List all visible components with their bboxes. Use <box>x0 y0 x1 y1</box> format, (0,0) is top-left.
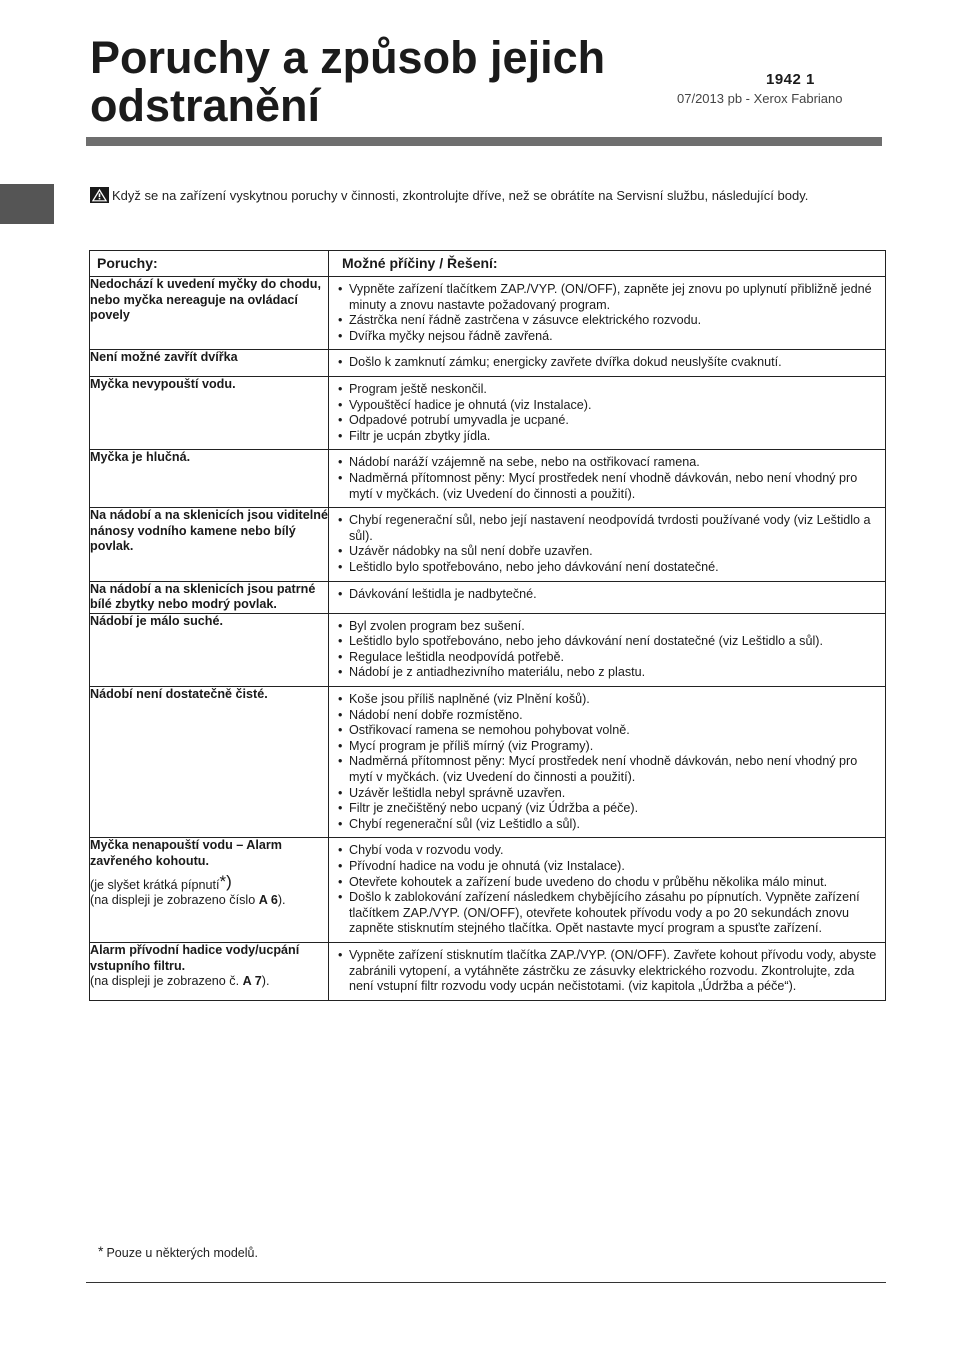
causes-list <box>329 943 885 1000</box>
cause-item: • Otevřete kohoutek a zařízení bude uvedeno do chodu v průběhu několika málo minut. <box>335 875 879 891</box>
fault-label: Nádobí není dostatečně čisté. <box>90 687 268 702</box>
causes-cell <box>329 838 886 943</box>
cause-item: • Došlo k zablokování zařízení následkem chybějícího zásahu po pípnutích. Vypněte zařízení tlačítkem ZAP./VYP. (ON/OFF), otevřete kohoutek přívodu vody a po 20 sekundách znovu zapněte stisknutím stejného tlačítka. Opět nastavte mycí program a spusťte zařízení. <box>335 890 879 937</box>
page-title <box>90 34 605 130</box>
cause-item: • Byl zvolen program bez sušení. <box>335 619 879 635</box>
causes-cell <box>329 942 886 1000</box>
causes-cell <box>329 508 886 581</box>
table-row <box>90 376 886 449</box>
fault-note-text: (je slyšet krátká pípnutí <box>90 877 220 892</box>
fault-cell <box>90 277 329 350</box>
cause-item: • Program ještě neskončil. <box>335 382 879 398</box>
column-header-faults: Poruchy: <box>90 251 329 277</box>
causes-cell <box>329 376 886 449</box>
cause-item: • Uzávěr leštidla nebyl správně uzavřen. <box>335 786 879 802</box>
causes-list <box>329 687 885 837</box>
intro-text: Když se na zařízení vyskytnou poruchy v činnosti, zkontrolujte dříve, než se obrátíte na Servisní službu, následující body. <box>112 188 809 203</box>
causes-cell <box>329 350 886 377</box>
cause-item: • Regulace leštidla neodpovídá potřebě. <box>335 650 879 666</box>
causes-cell <box>329 581 886 613</box>
table-row <box>90 581 886 613</box>
fault-label: Myčka nenapouští vodu – Alarm zavřeného kohoutu. <box>90 838 282 868</box>
footnote-star: * <box>98 1243 104 1259</box>
fault-cell <box>90 350 329 377</box>
cause-item: • Nádobí není dobře rozmístěno. <box>335 708 879 724</box>
fault-cell <box>90 508 329 581</box>
fault-cell <box>90 613 329 686</box>
cause-item: • Odpadové potrubí umyvadla je ucpané. <box>335 413 879 429</box>
page-title-line2: odstranění <box>90 80 321 131</box>
fault-cell <box>90 838 329 943</box>
table-row <box>90 613 886 686</box>
alarm-code: A 6 <box>258 893 278 908</box>
causes-cell <box>329 277 886 350</box>
display-note-close: ). <box>277 893 286 908</box>
table-row <box>90 838 886 943</box>
footnote <box>98 1243 258 1260</box>
fault-label: Není možné zavřít dvířka <box>90 350 238 365</box>
fault-note-beep <box>90 871 328 894</box>
column-header-causes: Možné příčiny / Řešení: <box>329 251 886 277</box>
cause-item: • Nadměrná přítomnost pěny: Mycí prostředek není vhodně dávkován, nebo není vhodný pro mytí v myčkách. (viz Uvedení do činnosti a použití). <box>335 471 879 502</box>
fault-label: Myčka nevypouští vodu. <box>90 376 236 391</box>
fault-cell <box>90 687 329 838</box>
cause-item: • Nádobí naráží vzájemně na sebe, nebo na ostřikovací ramena. <box>335 455 879 471</box>
fault-label: Myčka je hlučná. <box>90 450 191 465</box>
cause-item: • Chybí voda v rozvodu vody. <box>335 843 879 859</box>
cause-item: • Leštidlo bylo spotřebováno, nebo jeho dávkování není dostatečné (viz Leštidlo a sůl). <box>335 634 879 650</box>
table-row <box>90 277 886 350</box>
causes-list <box>329 582 885 608</box>
fault-note-display-code <box>90 893 328 909</box>
causes-cell <box>329 687 886 838</box>
table-row <box>90 350 886 377</box>
fault-cell <box>90 581 329 613</box>
alarm-code: A 7 <box>242 974 262 989</box>
page-title-line1: Poruchy a způsob jejich <box>90 32 606 83</box>
table-header-row <box>90 251 886 277</box>
footnote-text: Pouze u některých modelů. <box>106 1246 258 1260</box>
causes-cell <box>329 613 886 686</box>
fault-label: Nedochází k uvedení myčky do chodu, nebo myčka nereaguje na ovládací povely <box>90 277 321 323</box>
display-note-text: (na displeji je zobrazeno č. <box>90 974 243 989</box>
document-meta: 07/2013 pb - Xerox Fabriano <box>677 91 843 106</box>
document-code: 1942 1 <box>766 71 815 88</box>
header-rule <box>86 137 882 146</box>
table-row <box>90 942 886 1000</box>
cause-item: • Mycí program je příliš mírný (viz Programy). <box>335 739 879 755</box>
cause-item: • Dávkování leštidla je nadbytečné. <box>335 587 879 603</box>
cause-item: • Vypouštěcí hadice je ohnutá (viz Instalace). <box>335 398 879 414</box>
table-row <box>90 687 886 838</box>
display-note-text: (na displeji je zobrazeno číslo <box>90 893 259 908</box>
cause-item: • Koše jsou příliš naplněné (viz Plnění košů). <box>335 692 879 708</box>
causes-list <box>329 350 885 376</box>
fault-cell <box>90 376 329 449</box>
cause-item: • Vypněte zařízení stisknutím tlačítka ZAP./VYP. (ON/OFF). Zavřete kohout přívodu vody, abyste zabránili vytopení, a vytáhněte zástrčku ze zásuvky elektrického rozvodu. Zkontrolujte, zda není vstupní filtr rozvodu vody ucpán nečistotami. (viz kapitola „Údržba a péče“). <box>335 948 879 995</box>
fault-label: Nádobí je málo suché. <box>90 613 223 628</box>
cause-item: • Filtr je ucpán zbytky jídla. <box>335 429 879 445</box>
cause-item: • Dvířka myčky nejsou řádně zavřená. <box>335 329 879 345</box>
causes-list <box>329 377 885 449</box>
fault-note-display-code <box>90 974 328 990</box>
fault-label: Alarm přívodní hadice vody/ucpání vstupního filtru. <box>90 942 300 973</box>
cause-item: • Ostřikovací ramena se nemohou pohybovat volně. <box>335 723 879 739</box>
causes-list <box>329 838 885 942</box>
side-language-tab <box>0 184 54 224</box>
display-note-close: ). <box>261 974 270 989</box>
table-row <box>90 450 886 508</box>
table-row <box>90 508 886 581</box>
footer-rule <box>86 1282 886 1283</box>
causes-list <box>329 450 885 507</box>
causes-list <box>329 508 885 580</box>
footnote-marker: *) <box>219 871 232 891</box>
cause-item: • Leštidlo bylo spotřebováno, nebo jeho dávkování není dostatečné. <box>335 560 879 576</box>
fault-label: Na nádobí a na sklenicích jsou viditelné nánosy vodního kamene nebo bílý povlak. <box>90 508 328 554</box>
cause-item: • Přívodní hadice na vodu je ohnutá (viz Instalace). <box>335 859 879 875</box>
cause-item: • Nádobí je z antiadhezivního materiálu, nebo z plastu. <box>335 665 879 681</box>
troubleshooting-table <box>89 250 886 1001</box>
fault-cell <box>90 450 329 508</box>
cause-item: • Filtr je znečištěný nebo ucpaný (viz Údržba a péče). <box>335 801 879 817</box>
warning-triangle-icon <box>90 187 109 208</box>
intro-paragraph <box>90 187 860 208</box>
cause-item: • Vypněte zařízení tlačítkem ZAP./VYP. (ON/OFF), zapněte jej znovu po uplynutí přibližně jedné minuty a znovu nastavte požadovaný program. <box>335 282 879 313</box>
cause-item: • Chybí regenerační sůl (viz Leštidlo a sůl). <box>335 817 879 833</box>
fault-label: Na nádobí a na sklenicích jsou patrné bílé zbytky nebo modrý povlak. <box>90 581 316 612</box>
causes-list <box>329 277 885 349</box>
cause-item: • Došlo k zamknutí zámku; energicky zavřete dvířka dokud neuslyšíte cvaknutí. <box>335 355 879 371</box>
fault-cell <box>90 942 329 1000</box>
cause-item: • Zástrčka není řádně zastrčena v zásuvce elektrického rozvodu. <box>335 313 879 329</box>
causes-list <box>329 614 885 686</box>
cause-item: • Uzávěr nádobky na sůl není dobře uzavřen. <box>335 544 879 560</box>
causes-cell <box>329 450 886 508</box>
cause-item: • Nadměrná přítomnost pěny: Mycí prostředek není vhodně dávkován, nebo není vhodný pro mytí v myčkách. (viz Uvedení do činnosti a použití). <box>335 754 879 785</box>
cause-item: • Chybí regenerační sůl, nebo její nastavení neodpovídá tvrdosti používané vody (viz Leštidlo a sůl). <box>335 513 879 544</box>
